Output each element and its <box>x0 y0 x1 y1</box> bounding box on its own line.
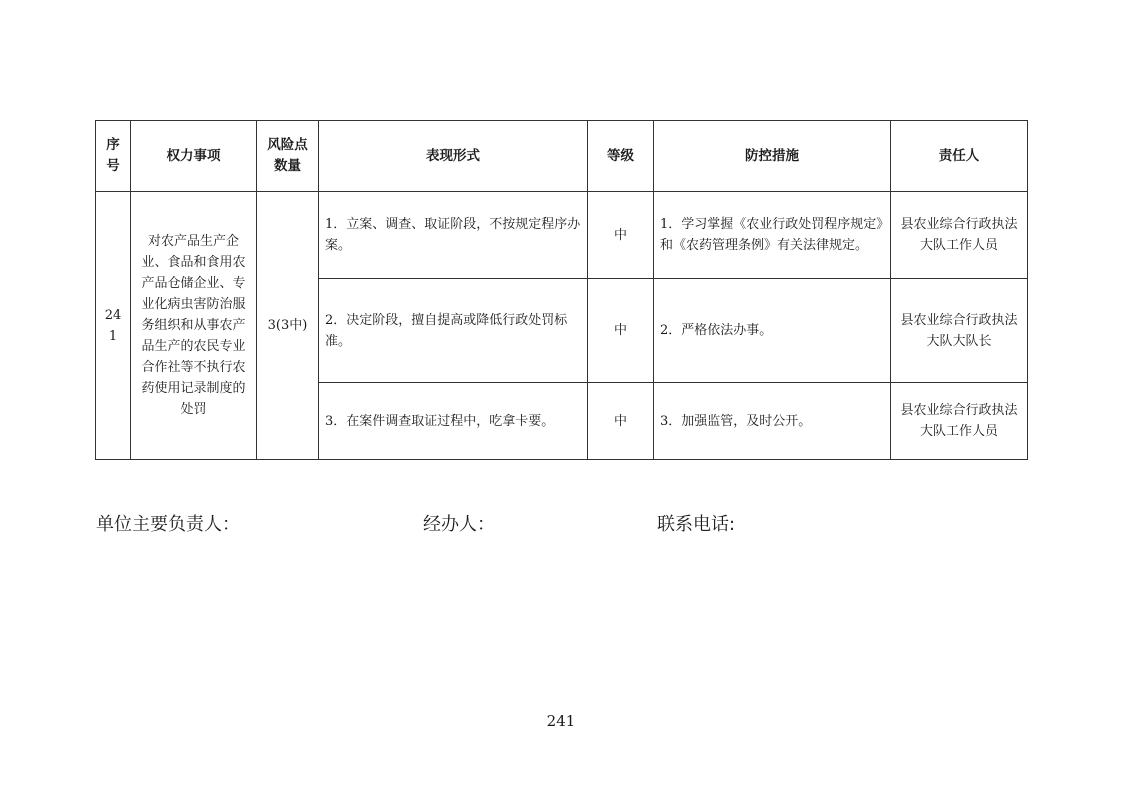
unit-head-label: 单位主要负责人： <box>96 514 240 535</box>
risk-responsible-1: 县农业综合行政执法大队工作人员 <box>891 192 1028 279</box>
record-no: 241 <box>96 192 131 460</box>
risk-level-2: 中 <box>588 279 654 383</box>
table-row <box>96 192 1028 279</box>
header-form: 表现形式 <box>319 121 588 192</box>
table-header-row <box>96 121 1028 192</box>
record-risk-count: 3(3中) <box>257 192 319 460</box>
header-responsible: 责任人 <box>891 121 1028 192</box>
phone-label: 联系电话: <box>657 514 736 535</box>
handler-label: 经办人： <box>423 514 495 535</box>
header-no: 序号 <box>96 121 131 192</box>
risk-measure-1: 1．学习掌握《农业行政处罚程序规定》和《农药管理条例》有关法律规定。 <box>654 192 891 279</box>
header-level: 等级 <box>588 121 654 192</box>
risk-responsible-3: 县农业综合行政执法大队工作人员 <box>891 383 1028 460</box>
risk-form-1: 1．立案、调查、取证阶段，不按规定程序办案。 <box>319 192 588 279</box>
page-number: 241 <box>546 712 576 730</box>
risk-level-3: 中 <box>588 383 654 460</box>
risk-table <box>95 120 1028 460</box>
risk-form-3: 3．在案件调查取证过程中，吃拿卡要。 <box>319 383 588 460</box>
risk-level-1: 中 <box>588 192 654 279</box>
risk-measure-2: 2．严格依法办事。 <box>654 279 891 383</box>
header-risk-count: 风险点数量 <box>257 121 319 192</box>
header-matter: 权力事项 <box>131 121 257 192</box>
header-measures: 防控措施 <box>654 121 891 192</box>
record-matter: 对农产品生产企业、食品和食用农产品仓储企业、专业化病虫害防治服务组织和从事农产品生产的农民专业合作社等不执行农药使用记录制度的处罚 <box>131 192 257 460</box>
risk-responsible-2: 县农业综合行政执法大队大队长 <box>891 279 1028 383</box>
risk-measure-3: 3．加强监管，及时公开。 <box>654 383 891 460</box>
risk-form-2: 2．决定阶段，擅自提高或降低行政处罚标准。 <box>319 279 588 383</box>
